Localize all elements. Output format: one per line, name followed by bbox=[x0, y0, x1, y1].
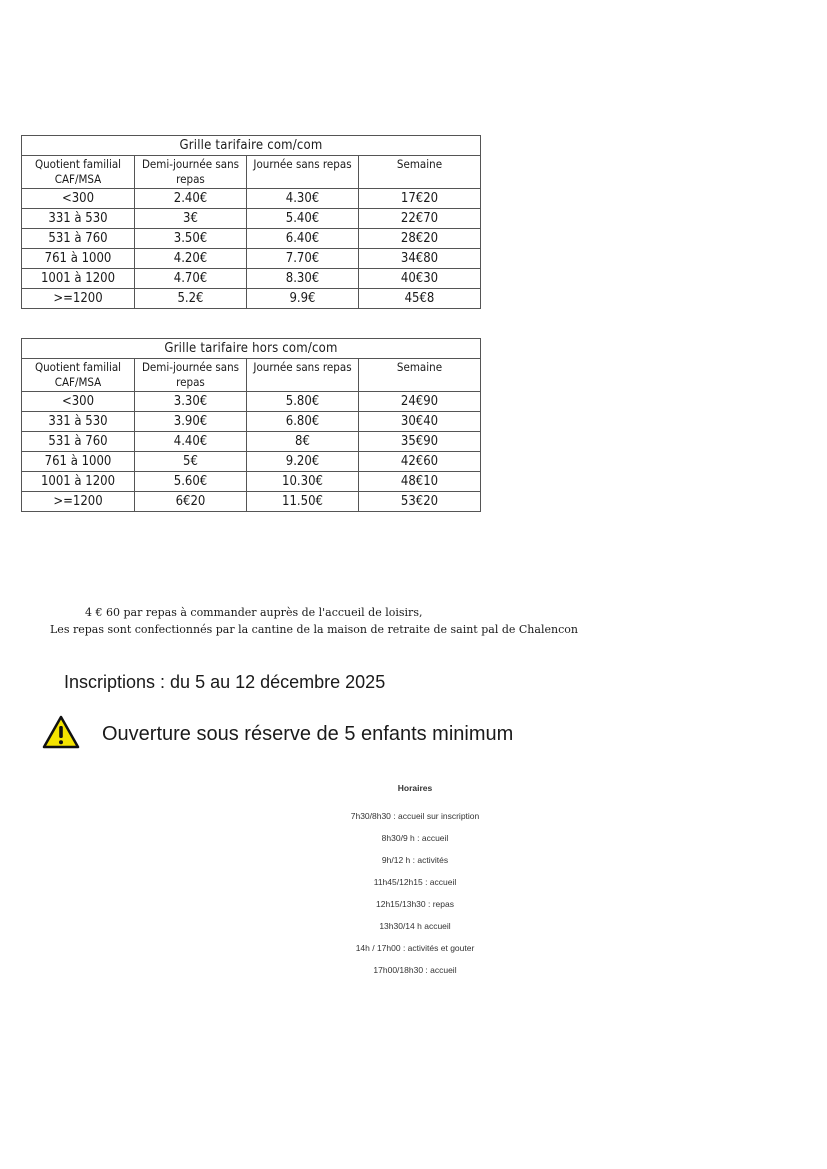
cell: 35€90 bbox=[359, 432, 481, 452]
col-header-week: Semaine bbox=[359, 359, 481, 392]
cell: 761 à 1000 bbox=[22, 452, 135, 472]
cell: 531 à 760 bbox=[22, 432, 135, 452]
cell: 11.50€ bbox=[247, 492, 359, 512]
cell: <300 bbox=[22, 189, 135, 209]
pricing-table-com-com bbox=[21, 135, 481, 309]
table-row bbox=[22, 472, 481, 492]
cell: >=1200 bbox=[22, 289, 135, 309]
schedule-line: 11h45/12h15 : accueil bbox=[373, 877, 457, 887]
schedule-line: 9h/12 h : activités bbox=[381, 855, 449, 865]
cell: 3.30€ bbox=[135, 392, 247, 412]
cell: 40€30 bbox=[359, 269, 481, 289]
cell: 2.40€ bbox=[135, 189, 247, 209]
col-header-half-day: Demi-journée sans repas bbox=[135, 359, 247, 392]
table-row bbox=[22, 229, 481, 249]
cell: 7.70€ bbox=[247, 249, 359, 269]
cell: 331 à 530 bbox=[22, 209, 135, 229]
cell: 4.20€ bbox=[135, 249, 247, 269]
schedule-title: Horaires bbox=[397, 783, 433, 793]
table-row bbox=[22, 432, 481, 452]
pricing-table-hors-com-com bbox=[21, 338, 481, 512]
cell: 8€ bbox=[247, 432, 359, 452]
inscriptions-dates: Inscriptions : du 5 au 12 décembre 2025 bbox=[64, 672, 386, 692]
table-row bbox=[22, 492, 481, 512]
table-row bbox=[22, 412, 481, 432]
cell: 9.9€ bbox=[247, 289, 359, 309]
cell: 6.40€ bbox=[247, 229, 359, 249]
col-header-half-day: Demi-journée sans repas bbox=[135, 156, 247, 189]
cell: 4.40€ bbox=[135, 432, 247, 452]
cell: <300 bbox=[22, 392, 135, 412]
table-title: Grille tarifaire hors com/com bbox=[22, 339, 481, 359]
cell: 5.60€ bbox=[135, 472, 247, 492]
cell: 5€ bbox=[135, 452, 247, 472]
col-header-quotient: Quotient familial CAF/MSA bbox=[22, 359, 135, 392]
cell: 3.90€ bbox=[135, 412, 247, 432]
table-title: Grille tarifaire com/com bbox=[22, 136, 481, 156]
cell: 6.80€ bbox=[247, 412, 359, 432]
schedule-line: 14h / 17h00 : activités et gouter bbox=[355, 943, 475, 953]
schedule-line: 13h30/14 h accueil bbox=[379, 921, 451, 931]
cell: 30€40 bbox=[359, 412, 481, 432]
warning-notice bbox=[42, 715, 513, 753]
cell: 761 à 1000 bbox=[22, 249, 135, 269]
schedule-line: 12h15/13h30 : repas bbox=[376, 899, 454, 909]
cell: 48€10 bbox=[359, 472, 481, 492]
cell: >=1200 bbox=[22, 492, 135, 512]
col-header-quotient: Quotient familial CAF/MSA bbox=[22, 156, 135, 189]
cell: 24€90 bbox=[359, 392, 481, 412]
table-row bbox=[22, 289, 481, 309]
schedule bbox=[315, 783, 515, 981]
meals-provider: Les repas sont confectionnés par la cantine de la maison de retraite de saint pal de Chalencon bbox=[50, 623, 578, 636]
cell: 3.50€ bbox=[135, 229, 247, 249]
cell: 42€60 bbox=[359, 452, 481, 472]
schedule-line: 8h30/9 h : accueil bbox=[381, 833, 449, 843]
col-header-day: Journée sans repas bbox=[247, 359, 359, 392]
cell: 4.30€ bbox=[247, 189, 359, 209]
cell: 53€20 bbox=[359, 492, 481, 512]
cell: 3€ bbox=[135, 209, 247, 229]
cell: 28€20 bbox=[359, 229, 481, 249]
cell: 6€20 bbox=[135, 492, 247, 512]
table-row bbox=[22, 209, 481, 229]
cell: 331 à 530 bbox=[22, 412, 135, 432]
cell: 8.30€ bbox=[247, 269, 359, 289]
cell: 1001 à 1200 bbox=[22, 472, 135, 492]
table-row bbox=[22, 269, 481, 289]
cell: 45€8 bbox=[359, 289, 481, 309]
table-row bbox=[22, 392, 481, 412]
warning-text: Ouverture sous réserve de 5 enfants minimum bbox=[102, 722, 514, 745]
table-row bbox=[22, 189, 481, 209]
col-header-week: Semaine bbox=[359, 156, 481, 189]
meals-price: 4 € 60 par repas à commander auprès de l'accueil de loisirs, bbox=[85, 606, 423, 619]
cell: 5.40€ bbox=[247, 209, 359, 229]
schedule-line: 7h30/8h30 : accueil sur inscription bbox=[350, 811, 480, 821]
cell: 17€20 bbox=[359, 189, 481, 209]
table-row bbox=[22, 452, 481, 472]
cell: 1001 à 1200 bbox=[22, 269, 135, 289]
cell: 22€70 bbox=[359, 209, 481, 229]
table-row bbox=[22, 249, 481, 269]
cell: 531 à 760 bbox=[22, 229, 135, 249]
col-header-day: Journée sans repas bbox=[247, 156, 359, 189]
schedule-line: 17h00/18h30 : accueil bbox=[373, 965, 457, 975]
cell: 34€80 bbox=[359, 249, 481, 269]
cell: 5.2€ bbox=[135, 289, 247, 309]
warning-triangle-icon bbox=[42, 715, 80, 753]
cell: 9.20€ bbox=[247, 452, 359, 472]
cell: 10.30€ bbox=[247, 472, 359, 492]
cell: 5.80€ bbox=[247, 392, 359, 412]
meals-note bbox=[40, 604, 600, 638]
cell: 4.70€ bbox=[135, 269, 247, 289]
